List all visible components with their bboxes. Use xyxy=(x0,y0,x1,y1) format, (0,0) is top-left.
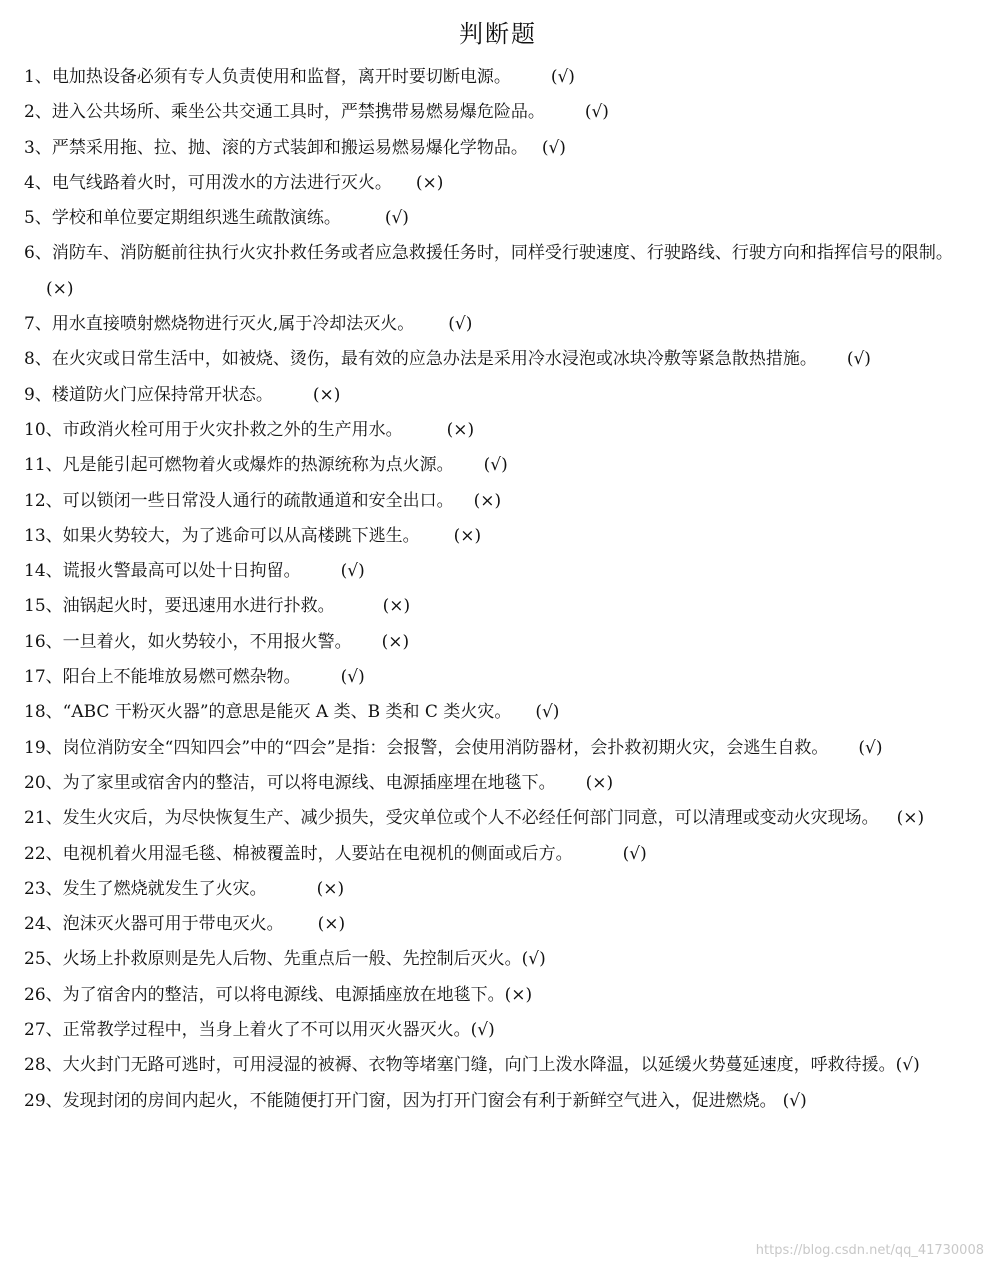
answer-mark: (√) xyxy=(541,137,566,158)
question-text: 用水直接喷射燃烧物进行灭火,属于冷却法灭火。 xyxy=(51,314,415,335)
answer-mark: (√) xyxy=(550,67,575,87)
question-text: 为了家里或宿舍内的整洁，可以将电源线、电源插座埋在地毯下。 xyxy=(62,772,556,793)
answer-mark: (√) xyxy=(521,949,546,970)
answer-mark: (√) xyxy=(622,843,647,864)
question-text: 岗位消防安全“四知四会”中的“四会”是指：会报警，会使用消防器材，会扑救初期火灾，会逃生自救。 xyxy=(62,737,829,758)
question-list xyxy=(24,60,974,1119)
question-number: 8、 xyxy=(24,349,52,370)
question-text: 为了宿舍内的整洁，可以将电源线、电源插座放在地毯下。 xyxy=(62,984,505,1005)
answer-mark: (×) xyxy=(312,384,341,405)
question-text: 凡是能引起可燃物着火或爆炸的热源统称为点火源。 xyxy=(62,455,454,476)
answer-mark: (√) xyxy=(448,314,473,335)
question-item xyxy=(24,942,974,977)
question-item xyxy=(24,60,974,95)
question-item xyxy=(24,660,974,695)
question-text: 学校和单位要定期组织逃生疏散演练。 xyxy=(51,208,341,229)
question-number: 19、 xyxy=(24,737,63,758)
answer-mark: (√) xyxy=(858,737,883,758)
question-text: “ABC 干粉灭火器”的意思是能灭 A 类、B 类和 C 类火灾。 xyxy=(62,702,512,723)
question-item xyxy=(24,625,974,660)
answer-mark: (√) xyxy=(340,561,365,582)
question-number: 1、 xyxy=(24,67,52,87)
question-item xyxy=(24,766,974,801)
question-number: 22、 xyxy=(24,843,63,864)
question-number: 9、 xyxy=(24,384,52,405)
answer-mark: (×) xyxy=(415,172,444,193)
question-text: 发生了燃烧就发生了火灾。 xyxy=(62,878,267,899)
question-text: 消防车、消防艇前往执行火灾扑救任务或者应急救援任务时，同样受行驶速度、行驶路线、行驶方向和指挥信号的限制。 xyxy=(51,243,953,264)
question-number: 2、 xyxy=(24,102,52,123)
answer-mark: (×) xyxy=(382,596,411,617)
question-item xyxy=(24,907,974,942)
question-item xyxy=(24,1013,974,1048)
question-text: 谎报火警最高可以处十日拘留。 xyxy=(62,561,301,582)
question-number: 3、 xyxy=(24,137,52,158)
question-text: 一旦着火，如火势较小，不用报火警。 xyxy=(62,631,352,652)
answer-mark: (√) xyxy=(340,667,365,688)
question-number: 21、 xyxy=(24,808,63,829)
question-item xyxy=(24,484,974,519)
question-item xyxy=(24,1048,974,1083)
question-item xyxy=(24,448,974,483)
question-number: 27、 xyxy=(24,1020,63,1041)
question-item xyxy=(24,1084,974,1119)
question-text: 泡沫灭火器可用于带电灭火。 xyxy=(62,914,284,935)
question-number: 7、 xyxy=(24,314,52,335)
question-text: 电加热设备必须有专人负责使用和监督，离开时要切断电源。 xyxy=(51,67,511,87)
answer-mark: (√) xyxy=(584,102,609,123)
question-number: 24、 xyxy=(24,914,63,935)
question-number: 11、 xyxy=(24,455,63,476)
answer-mark: (×) xyxy=(446,419,475,440)
question-item xyxy=(24,872,974,907)
answer-mark: (×) xyxy=(381,631,410,652)
question-number: 17、 xyxy=(24,667,63,688)
question-number: 18、 xyxy=(24,702,63,723)
question-item xyxy=(24,413,974,448)
question-text: 阳台上不能堆放易燃可燃杂物。 xyxy=(62,667,301,688)
question-item xyxy=(24,978,974,1013)
answer-mark: (×) xyxy=(585,772,614,793)
question-item xyxy=(24,837,974,872)
question-item xyxy=(24,131,974,166)
answer-mark: (√) xyxy=(535,702,560,723)
question-text: 严禁采用拖、拉、抛、滚的方式装卸和搬运易燃易爆化学物品。 xyxy=(51,137,528,158)
answer-mark: (√) xyxy=(782,1090,807,1111)
page-title: 判断题 xyxy=(459,20,537,48)
question-item xyxy=(24,236,974,307)
question-text: 发现封闭的房间内起火，不能随便打开门窗，因为打开门窗会有利于新鲜空气进入，促进燃烧。 xyxy=(62,1090,777,1111)
question-item xyxy=(24,695,974,730)
question-text: 油锅起火时，要迅速用水进行扑救。 xyxy=(62,596,335,617)
question-number: 5、 xyxy=(24,208,52,229)
question-item xyxy=(24,201,974,236)
answer-mark: (√) xyxy=(895,1055,920,1076)
question-item xyxy=(24,307,974,342)
question-item xyxy=(24,801,974,836)
question-number: 23、 xyxy=(24,878,63,899)
watermark: https://blog.csdn.net/qq_41730008 xyxy=(755,1243,984,1258)
question-number: 13、 xyxy=(24,525,63,546)
question-text: 楼道防火门应保持常开状态。 xyxy=(51,384,273,405)
question-number: 26、 xyxy=(24,984,63,1005)
question-number: 6、 xyxy=(24,243,52,264)
question-number: 16、 xyxy=(24,631,63,652)
question-text: 火场上扑救原则是先人后物、先重点后一般、先控制后灭火。 xyxy=(62,949,522,970)
answer-mark: (×) xyxy=(896,808,925,829)
question-number: 4、 xyxy=(24,172,52,193)
question-number: 25、 xyxy=(24,949,63,970)
question-item xyxy=(24,554,974,589)
question-item xyxy=(24,378,974,413)
answer-mark: (√) xyxy=(470,1020,495,1041)
question-number: 29、 xyxy=(24,1090,63,1111)
question-text: 可以锁闭一些日常没人通行的疏散通道和安全出口。 xyxy=(62,490,454,511)
question-number: 15、 xyxy=(24,596,63,617)
question-number: 10、 xyxy=(24,419,63,440)
answer-mark: (×) xyxy=(46,278,74,299)
question-item xyxy=(24,731,974,766)
question-item xyxy=(24,166,974,201)
question-item xyxy=(24,589,974,624)
answer-mark: (√) xyxy=(483,455,508,476)
question-number: 12、 xyxy=(24,490,63,511)
answer-mark: (×) xyxy=(317,914,346,935)
answer-mark: (×) xyxy=(473,490,502,511)
question-number: 14、 xyxy=(24,561,63,582)
answer-mark: (×) xyxy=(453,525,482,546)
question-text: 电视机着火用湿毛毯、棉被覆盖时，人要站在电视机的侧面或后方。 xyxy=(62,843,573,864)
question-text: 如果火势较大，为了逃命可以从高楼跳下逃生。 xyxy=(62,525,420,546)
question-text: 市政消火栓可用于火灾扑救之外的生产用水。 xyxy=(62,419,403,440)
question-text: 发生火灾后，为尽快恢复生产、减少损失，受灾单位或个人不必经任何部门同意，可以清理或变动火灾现场。 xyxy=(62,808,879,829)
answer-mark: (√) xyxy=(846,349,871,370)
answer-mark: (×) xyxy=(316,878,345,899)
question-item xyxy=(24,95,974,130)
question-text: 大火封门无路可逃时，可用浸湿的被褥、衣物等堵塞门缝，向门上泼水降温，以延缓火势蔓延速度，呼救待援。 xyxy=(62,1055,896,1076)
answer-mark: (×) xyxy=(504,984,533,1005)
question-text: 正常教学过程中，当身上着火了不可以用灭火器灭火。 xyxy=(62,1020,471,1041)
question-number: 28、 xyxy=(24,1055,63,1076)
question-text: 在火灾或日常生活中，如被烧、烫伤，最有效的应急办法是采用冷水浸泡或冰块冷敷等紧急散热措施。 xyxy=(51,349,817,370)
question-item xyxy=(24,519,974,554)
question-item xyxy=(24,342,974,377)
question-text: 电气线路着火时，可用泼水的方法进行灭火。 xyxy=(51,172,392,193)
answer-mark: (√) xyxy=(384,208,409,229)
question-text: 进入公共场所、乘坐公共交通工具时，严禁携带易燃易爆危险品。 xyxy=(51,102,545,123)
question-number: 20、 xyxy=(24,772,63,793)
